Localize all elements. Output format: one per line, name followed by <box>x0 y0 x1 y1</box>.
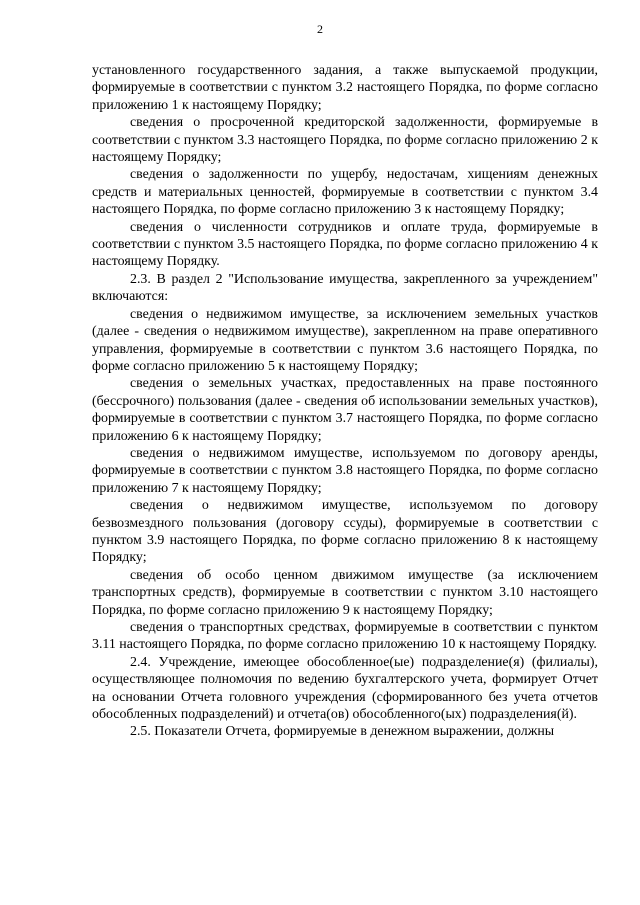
paragraph: сведения о недвижимом имуществе, за исключением земельных участков (далее - сведения о недвижимом имуществе), закрепленном на праве оперативного управления, формируемые в соответствии с пунктом 3.6 настоящего Порядка, по форме согласно приложению 5 к настоящему Порядку; <box>92 306 598 374</box>
paragraph: сведения о земельных участках, предоставленных на праве постоянного (бессрочного) пользования (далее - сведения об использовании земельных участков), формируемые в соответствии с пунктом 3.7 настоящего Порядка, по форме согласно приложению 6 к настоящему Порядку; <box>92 376 598 444</box>
paragraph: сведения о численности сотрудников и оплате труда, формируемые в соответствии с пунктом 3.5 настоящего Порядка, по форме согласно приложению 4 к настоящему Порядку. <box>92 219 598 270</box>
paragraph: сведения о просроченной кредиторской задолженности, формируемые в соответствии с пунктом 3.3 настоящего Порядка, по форме согласно приложению 2 к настоящему Порядку; <box>92 115 598 166</box>
page-number: 2 <box>317 22 323 36</box>
paragraph: сведения о недвижимом имуществе, используемом по договору аренды, формируемые в соответствии с пунктом 3.8 настоящего Порядка, по форме согласно приложению 7 к настоящему Порядку; <box>92 445 598 496</box>
section-heading-2-5: 2.5. Показатели Отчета, формируемые в денежном выражении, должны <box>130 724 555 740</box>
paragraph: сведения о транспортных средствах, формируемые в соответствии с пунктом 3.11 настоящего Порядка, по форме согласно приложению 10 к настоящему Порядку. <box>92 620 598 653</box>
paragraph: установленного государственного задания, а также выпускаемой продукции, формируемые в соответствии с пунктом 3.2 настоящего Порядка, по форме согласно приложению 1 к настоящему Порядку; <box>92 63 598 113</box>
document-body <box>92 62 598 741</box>
paragraph: сведения об особо ценном движимом имуществе (за исключением транспортных средств), формируемые в соответствии с пунктом 3.10 настоящего Порядка, по форме согласно приложению 9 к настоящему Порядку; <box>92 567 598 618</box>
section-heading-2-4: 2.4. Учреждение, имеющее обособленное(ые) подразделение(я) (филиалы), осуществляющее полномочия по ведению бухгалтерского учета, формирует Отчет на основании Отчета головного учреждения (сформированного без учета отчетов обособленных подразделений) и отчета(ов) обособленного(ых) подразделения(й). <box>92 654 598 723</box>
paragraph: сведения о недвижимом имуществе, используемом по договору безвозмездного пользования (договору ссуды), формируемые в соответствии с пунктом 3.9 настоящего Порядка, по форме согласно приложению 8 к настоящему Порядку; <box>92 498 598 566</box>
section-heading-2-3: 2.3. В раздел 2 "Использование имущества, закрепленного за учреждением" включаются: <box>92 271 598 305</box>
paragraph: сведения о задолженности по ущербу, недостачам, хищениям денежных средств и материальных ценностей, формируемые в соответствии с пунктом 3.4 настоящего Порядка, по форме согласно приложению 3 к настоящему Порядку; <box>92 167 598 218</box>
